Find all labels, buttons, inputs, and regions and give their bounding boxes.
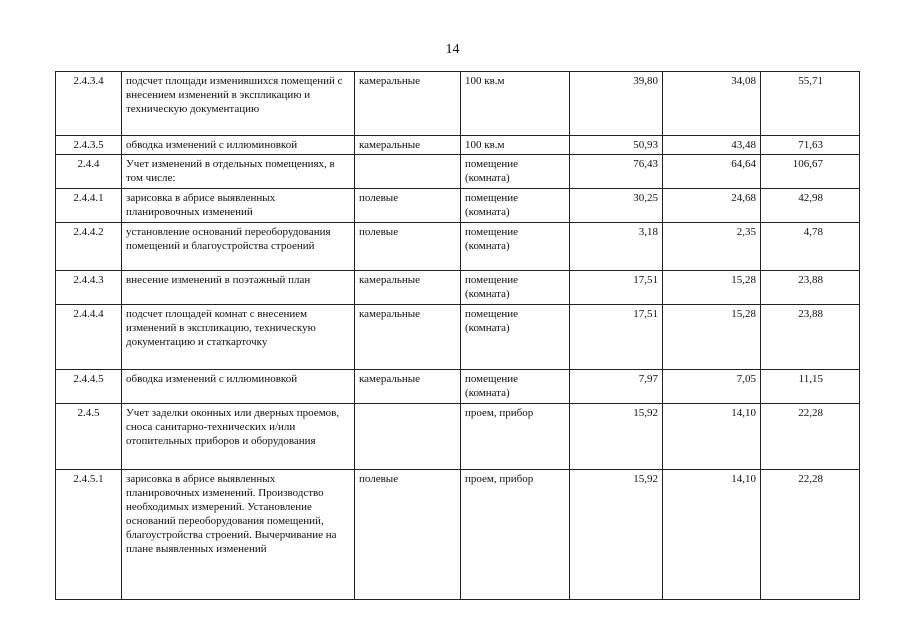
row-unit: 100 кв.м	[461, 72, 570, 136]
row-value-3: 22,28	[761, 404, 860, 470]
table-row	[56, 136, 860, 155]
row-code: 2.4.4.1	[56, 189, 122, 223]
row-unit: помещение (комната)	[461, 271, 570, 305]
row-value-2: 2,35	[663, 223, 761, 271]
row-unit: проем, прибор	[461, 470, 570, 600]
row-value-1: 7,97	[570, 370, 663, 404]
row-code: 2.4.3.5	[56, 136, 122, 155]
row-value-3: 4,78	[761, 223, 860, 271]
row-code: 2.4.4.2	[56, 223, 122, 271]
row-value-2: 14,10	[663, 470, 761, 600]
table-row	[56, 404, 860, 470]
table-row	[56, 223, 860, 271]
row-value-2: 64,64	[663, 155, 761, 189]
row-work-type: камеральные	[355, 72, 461, 136]
row-value-1: 30,25	[570, 189, 663, 223]
row-value-3: 11,15	[761, 370, 860, 404]
row-description: зарисовка в абрисе выявленных планировочных изменений	[122, 189, 355, 223]
row-code: 2.4.4.4	[56, 305, 122, 370]
row-work-type: полевые	[355, 223, 461, 271]
row-value-1: 39,80	[570, 72, 663, 136]
row-value-3: 23,88	[761, 271, 860, 305]
row-value-1: 15,92	[570, 470, 663, 600]
row-value-1: 17,51	[570, 271, 663, 305]
row-description: обводка изменений с иллюминовкой	[122, 136, 355, 155]
row-description: подсчет площади изменившихся помещений с внесением изменений в экспликацию и техническую документацию	[122, 72, 355, 136]
row-value-2: 7,05	[663, 370, 761, 404]
row-work-type	[355, 404, 461, 470]
table-row	[56, 370, 860, 404]
row-description: установление оснований переоборудования помещений и благоустройства строений	[122, 223, 355, 271]
row-work-type	[355, 155, 461, 189]
row-code: 2.4.4.3	[56, 271, 122, 305]
row-value-2: 14,10	[663, 404, 761, 470]
row-value-3: 106,67	[761, 155, 860, 189]
page-number: 14	[445, 42, 460, 57]
row-value-3: 71,63	[761, 136, 860, 155]
row-description: внесение изменений в поэтажный план	[122, 271, 355, 305]
row-value-1: 3,18	[570, 223, 663, 271]
row-value-2: 34,08	[663, 72, 761, 136]
row-work-type: полевые	[355, 470, 461, 600]
row-unit: помещение (комната)	[461, 370, 570, 404]
rates-table	[55, 71, 860, 600]
row-value-1: 50,93	[570, 136, 663, 155]
row-description: Учет заделки оконных или дверных проемов, сноса санитарно-технических и/или отопительных приборов и оборудования	[122, 404, 355, 470]
table-row	[56, 155, 860, 189]
row-value-3: 42,98	[761, 189, 860, 223]
row-code: 2.4.3.4	[56, 72, 122, 136]
row-description: обводка изменений с иллюминовкой	[122, 370, 355, 404]
row-unit: помещение (комната)	[461, 223, 570, 271]
row-description: зарисовка в абрисе выявленных планировочных изменений. Производство необходимых измерений. Установление оснований переоборудования помещений, благоустройства строений. Вычерчивание на плане выявленных изменений	[122, 470, 355, 600]
row-value-3: 22,28	[761, 470, 860, 600]
row-code: 2.4.5	[56, 404, 122, 470]
row-unit: 100 кв.м	[461, 136, 570, 155]
row-work-type: камеральные	[355, 370, 461, 404]
row-work-type: камеральные	[355, 136, 461, 155]
row-description: подсчет площадей комнат с внесением изменений в экспликацию, техническую документацию и статкарточку	[122, 305, 355, 370]
row-unit: помещение (комната)	[461, 155, 570, 189]
row-value-3: 55,71	[761, 72, 860, 136]
row-value-3: 23,88	[761, 305, 860, 370]
row-value-2: 24,68	[663, 189, 761, 223]
table-row	[56, 271, 860, 305]
row-value-1: 15,92	[570, 404, 663, 470]
row-value-1: 76,43	[570, 155, 663, 189]
table-row	[56, 189, 860, 223]
table-row	[56, 72, 860, 136]
row-unit: проем, прибор	[461, 404, 570, 470]
row-code: 2.4.5.1	[56, 470, 122, 600]
row-description: Учет изменений в отдельных помещениях, в том числе:	[122, 155, 355, 189]
row-value-1: 17,51	[570, 305, 663, 370]
row-work-type: полевые	[355, 189, 461, 223]
table-row	[56, 470, 860, 600]
row-unit: помещение (комната)	[461, 189, 570, 223]
row-unit: помещение (комната)	[461, 305, 570, 370]
row-value-2: 15,28	[663, 305, 761, 370]
row-work-type: камеральные	[355, 305, 461, 370]
row-work-type: камеральные	[355, 271, 461, 305]
row-code: 2.4.4	[56, 155, 122, 189]
row-value-2: 43,48	[663, 136, 761, 155]
row-code: 2.4.4.5	[56, 370, 122, 404]
row-value-2: 15,28	[663, 271, 761, 305]
table-row	[56, 305, 860, 370]
